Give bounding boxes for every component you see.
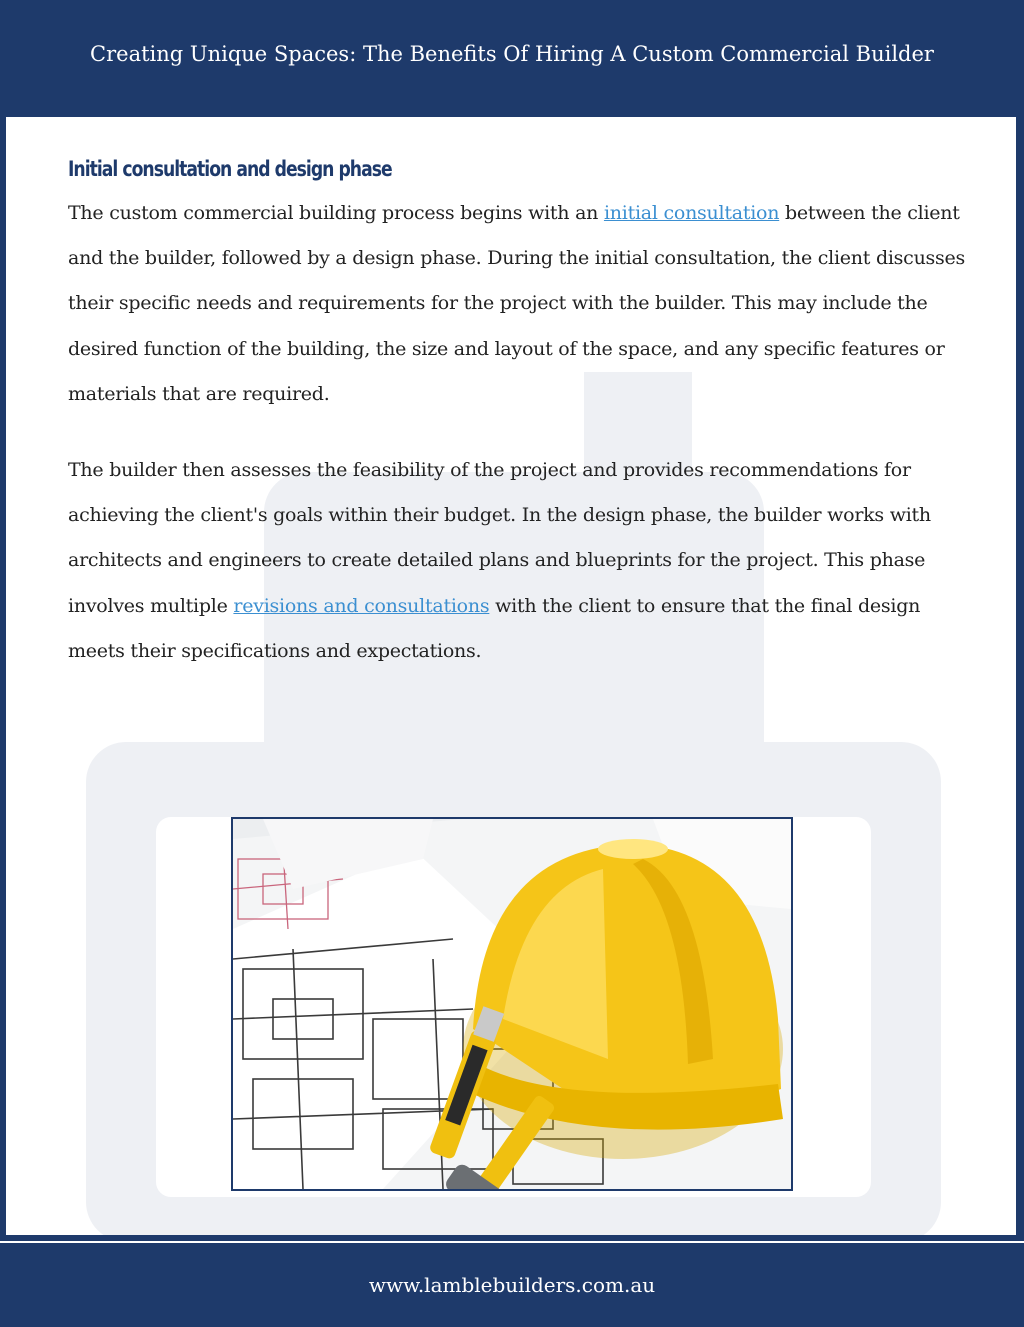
paragraph-1-text-after: between the client and the builder, followed by a design phase. During the initial consultation, the client discusses their specific needs and requirements for the project with the builder. This may include the desired function of the building, the size and layout of the space, and any specific features or materials that are required. <box>68 202 966 405</box>
hard-hat-photo <box>231 817 793 1191</box>
paragraph-1-text-before: The custom commercial building process begins with an <box>68 202 604 224</box>
website-link[interactable]: www.lamblebuilders.com.au <box>368 1273 656 1297</box>
page-body <box>4 115 1018 1237</box>
section-heading: Initial consultation and design phase <box>68 157 392 181</box>
paragraph-2-text-before: The builder then assesses the feasibility of the project and provides recommendations for achieving the client's goals within their budget. In the design phase, the builder works with architects and engineers to create detailed plans and blueprints for the project. This phase involves multiple <box>68 459 931 617</box>
article-content <box>68 157 968 705</box>
revisions-consultations-link[interactable]: revisions and consultations <box>233 594 490 617</box>
paragraph-2-text-after: with the client to ensure that the final design meets their specifications and expectations. <box>68 594 921 662</box>
page-header <box>0 0 1024 110</box>
document-title: Creating Unique Spaces: The Benefits Of Hiring A Custom Commercial Builder <box>90 42 934 66</box>
initial-consultation-link[interactable]: initial consultation <box>603 202 780 224</box>
paragraph-2 <box>68 448 968 674</box>
hard-hat-blueprint-icon <box>233 819 791 1189</box>
page-footer <box>0 1241 1024 1327</box>
paragraph-1 <box>68 191 968 417</box>
